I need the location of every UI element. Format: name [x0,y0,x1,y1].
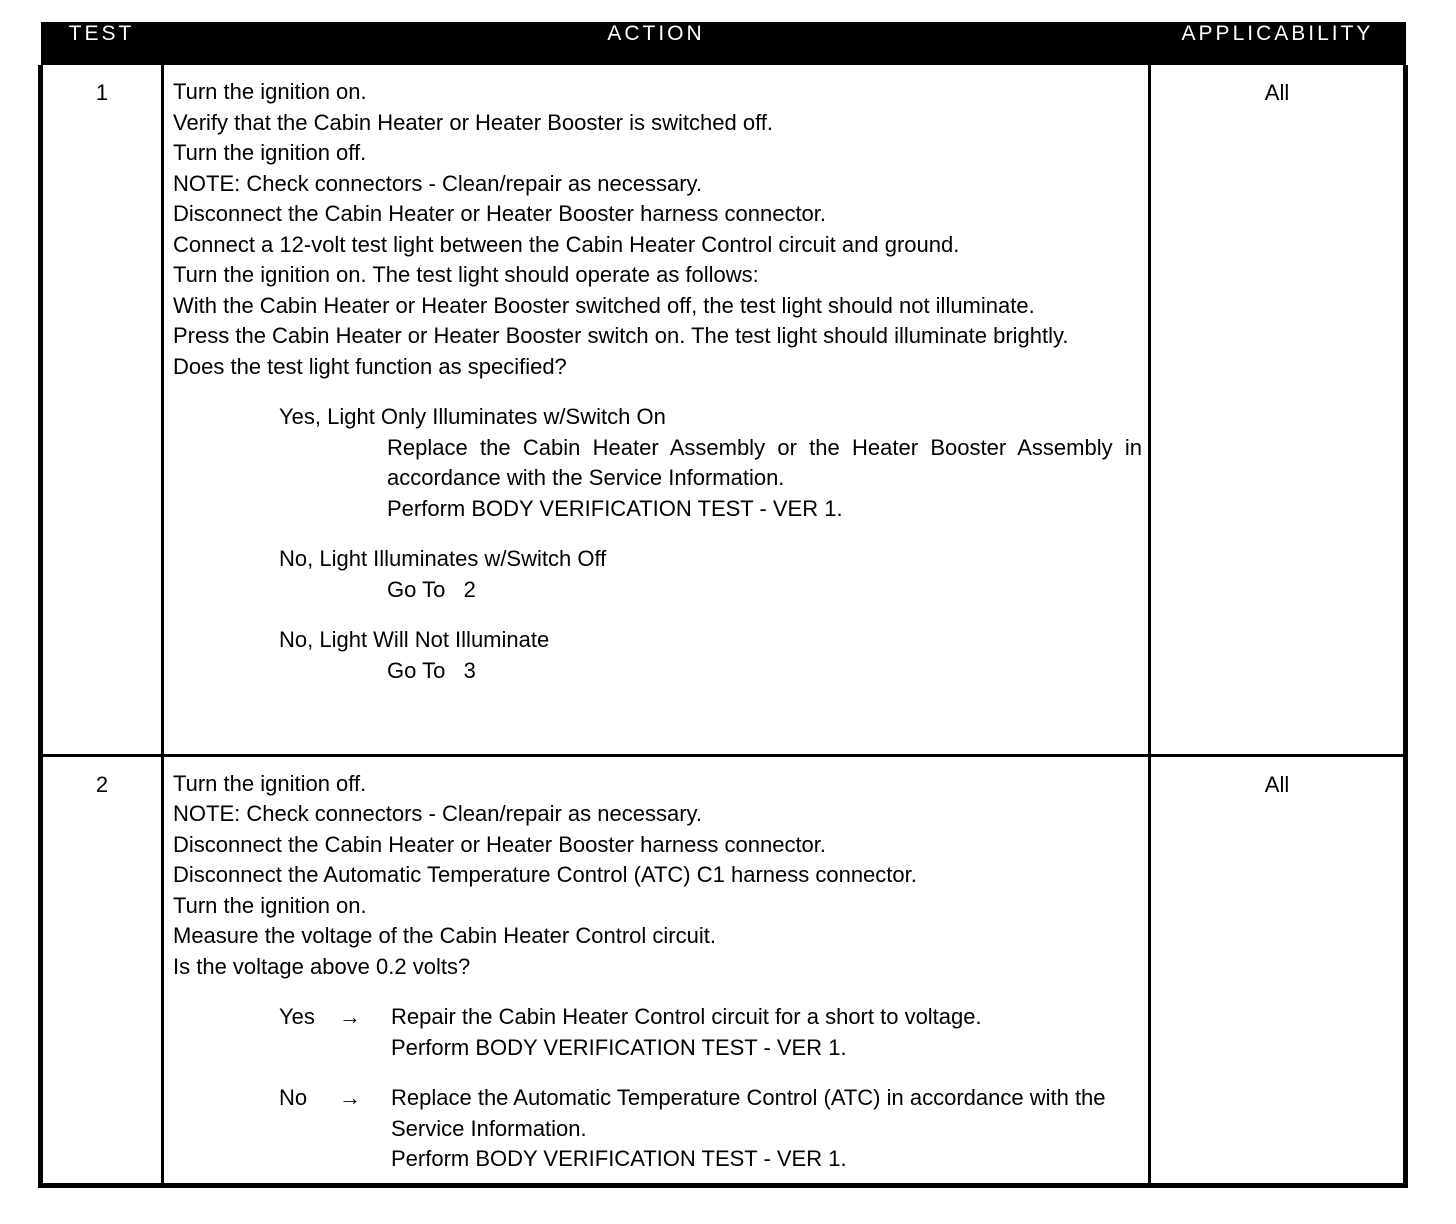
applicability-value: All [1150,65,1406,755]
answer-step: Replace the Automatic Temperature Control (ATC) in accordance with the Service Information. [391,1085,1106,1141]
option-label: No, Light Will Not Illuminate [279,627,550,652]
header-applicability: APPLICABILITY [1150,22,1406,65]
result-option [279,402,1142,524]
action-line: Turn the ignition off. [173,140,367,165]
right-arrow-icon: → [339,1004,361,1029]
table-header [41,22,1406,65]
option-step: Perform BODY VERIFICATION TEST - VER 1. [387,495,843,521]
goto-step: Go To 3 [387,657,476,683]
action-line: Disconnect the Cabin Heater or Heater Booster harness connector. [173,201,827,226]
action-line: NOTE: Check connectors - Clean/repair as necessary. [173,801,703,826]
header-action: ACTION [163,22,1150,65]
option-label: No, Light Illuminates w/Switch Off [279,546,607,571]
action-cell [163,65,1150,755]
answer-label: No [279,1085,308,1110]
action-line: Press the Cabin Heater or Heater Booster switch on. The test light should illuminate brightly. [173,323,1069,348]
answer-step: Perform BODY VERIFICATION TEST - VER 1. [391,1146,847,1171]
action-line: Turn the ignition off. [173,770,367,796]
option-step: Replace the Cabin Heater Assembly or the Heater Booster Assembly in accordance with the Service Information. [387,434,1142,490]
answer-label: Yes [279,1004,315,1029]
table-row [41,755,1406,1185]
goto-step: Go To 2 [387,576,476,602]
table-row [41,65,1406,755]
right-arrow-icon: → [339,1085,361,1110]
result-option [279,544,1142,605]
action-line: NOTE: Check connectors - Clean/repair as necessary. [173,170,703,196]
result-answer [279,1002,1142,1063]
action-line: Connect a 12-volt test light between the Cabin Heater Control circuit and ground. [173,231,960,257]
diagnostic-table [38,22,1408,1188]
action-line: With the Cabin Heater or Heater Booster switched off, the test light should not illuminate. [173,292,1035,318]
test-number: 1 [41,65,163,755]
test-number: 2 [41,755,163,1185]
action-line: Disconnect the Cabin Heater or Heater Booster harness connector. [173,831,827,857]
action-line: Measure the voltage of the Cabin Heater Control circuit. [173,923,716,948]
action-line: Turn the ignition on. [173,79,367,104]
applicability-value: All [1150,755,1406,1185]
result-answer [279,1083,1142,1175]
action-line: Turn the ignition on. [173,892,367,918]
action-line: Verify that the Cabin Heater or Heater Booster is switched off. [173,109,774,135]
option-label: Yes, Light Only Illuminates w/Switch On [279,404,666,429]
action-line: Disconnect the Automatic Temperature Control (ATC) C1 harness connector. [173,862,917,887]
answer-step: Perform BODY VERIFICATION TEST - VER 1. [391,1034,847,1060]
header-test: TEST [41,22,163,65]
answer-step: Repair the Cabin Heater Control circuit for a short to voltage. [391,1004,982,1029]
action-cell [163,755,1150,1185]
action-line: Does the test light function as specified? [173,353,567,379]
action-line: Turn the ignition on. The test light should operate as follows: [173,262,759,287]
result-option [279,625,1142,686]
action-line: Is the voltage above 0.2 volts? [173,953,471,979]
